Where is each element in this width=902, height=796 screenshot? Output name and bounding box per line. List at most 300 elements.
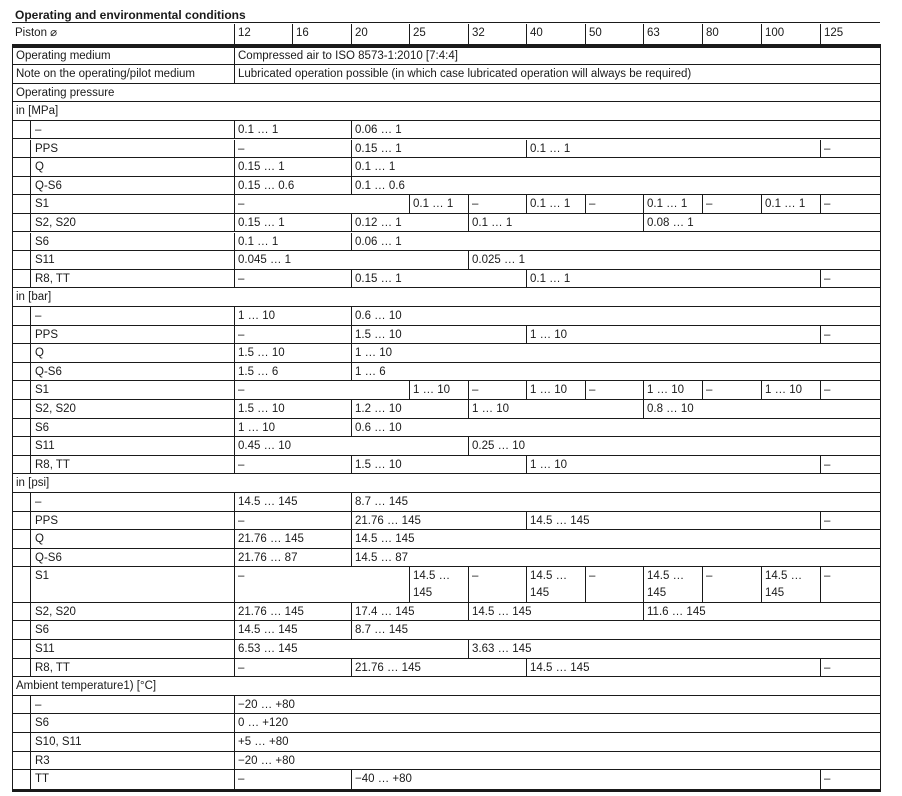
indent-divider [30,363,31,382]
cell-value: 0.08 … 1 [647,216,694,229]
row-divider [12,64,880,65]
cell-divider [702,567,703,603]
variant-label: – [35,309,42,322]
cell-divider [526,512,527,531]
variant-label: S6 [35,235,50,248]
cell-divider [351,344,352,363]
row-divider [12,380,880,381]
label-divider [234,640,235,659]
cell-divider [820,326,821,345]
section-heading: Operating pressure [16,86,115,99]
label-divider [234,419,235,438]
cell-value: 14.5 … [765,570,803,583]
cell-divider [351,456,352,475]
piston-size-20: 20 [355,27,368,39]
cell-value: – [238,661,245,674]
cell-value: – [238,773,245,786]
cell-divider [351,493,352,512]
variant-label: – [35,495,42,508]
cell-value: – [824,514,831,527]
cell-value: 14.5 … 145 [472,605,532,618]
cell-divider [820,195,821,214]
variant-label: Q-S6 [35,179,62,192]
cell-value: 0.1 … 1 [765,198,806,211]
header-column-divider [234,24,235,44]
cell-value: 0 … +120 [238,717,289,730]
row-divider [12,751,880,752]
table-title: Operating and environmental conditions [15,8,246,22]
label-divider [234,177,235,196]
cell-divider [820,770,821,789]
row-divider [12,231,880,232]
indent-divider [30,733,31,752]
row-divider [12,769,880,770]
cell-value: – [706,384,713,397]
cell-divider [820,270,821,289]
indent-divider [30,233,31,252]
label-divider [234,344,235,363]
cell-value: – [238,514,245,527]
indent-divider [30,214,31,233]
label-divider [234,195,235,214]
variant-label: Q-S6 [35,365,62,378]
row-divider [12,101,880,102]
variant-label: – [35,698,42,711]
indent-divider [30,140,31,159]
cell-divider [820,140,821,159]
header-column-divider [526,24,527,44]
cell-value: 1.2 … 10 [355,402,402,415]
variant-label: S6 [35,421,50,434]
cell-value: 1 … 10 [530,458,568,471]
cell-value: 0.06 … 1 [355,235,402,248]
cell-divider [643,603,644,622]
piston-size-16: 16 [296,27,309,39]
cell-value: 1 … 10 [647,384,685,397]
unit-heading: in [MPa] [16,105,59,118]
row-divider [12,269,880,270]
cell-value: – [238,570,245,583]
label-divider [234,233,235,252]
cell-value: 1 … 10 [413,384,451,397]
row-divider [12,250,880,251]
cell-value: 1.5 … 10 [355,458,402,471]
variant-label: S11 [35,254,55,267]
cell-value-continued: 145 [647,587,667,600]
header-column-divider [292,24,293,44]
cell-value: – [238,198,245,211]
cell-value: 11.6 … 145 [647,605,706,618]
indent-divider [30,195,31,214]
row-divider [12,620,880,621]
cell-divider [351,770,352,789]
cell-value: 0.25 … 10 [472,440,526,453]
row-divider [12,194,880,195]
label-divider [234,714,235,733]
piston-size-80: 80 [706,27,719,39]
variant-label: R8, TT [35,272,70,285]
cell-divider [820,567,821,603]
cell-divider [468,567,469,603]
row-divider [12,695,880,696]
cell-divider [585,195,586,214]
row-divider [12,548,880,549]
row-divider [12,343,880,344]
indent-divider [30,659,31,678]
row-divider [12,602,880,603]
row-divider [12,213,880,214]
cell-value: 0.1 … 1 [530,272,571,285]
cell-divider [468,603,469,622]
cell-value: 8.7 … 145 [355,495,409,508]
row-divider [12,418,880,419]
unit-heading: in [bar] [16,291,52,304]
cell-value: 0.06 … 1 [355,123,402,136]
indent-divider [30,121,31,140]
cell-divider [643,381,644,400]
variant-label: R8, TT [35,458,70,471]
indent-divider [30,770,31,789]
variant-label: PPS [35,142,59,155]
cell-value-continued: 145 [765,587,785,600]
cell-value: 1 … 10 [238,309,276,322]
cell-divider [526,195,527,214]
cell-divider [526,381,527,400]
cell-divider [526,456,527,475]
cell-divider [351,214,352,233]
cell-value: 14.5 … 87 [355,551,409,564]
cell-value: 6.53 … 145 [238,643,298,655]
cell-divider [351,233,352,252]
variant-label: S1 [35,384,50,397]
cell-divider [468,381,469,400]
row-divider [12,676,880,677]
cell-value: 1 … 6 [355,365,386,378]
cell-divider [585,381,586,400]
cell-value: 14.5 … [413,570,451,583]
row-divider [12,176,880,177]
table-right-border [880,44,881,791]
cell-divider [761,567,762,603]
label-divider [234,121,235,140]
cell-divider [468,214,469,233]
cell-divider [643,195,644,214]
label-divider [234,158,235,177]
variant-label: S2, S20 [35,605,76,618]
cell-divider [351,549,352,568]
cell-divider [820,381,821,400]
cell-divider [351,530,352,549]
label-divider [234,567,235,603]
header-label: Piston ⌀ [15,27,58,39]
row-divider [12,325,880,326]
label-divider [234,214,235,233]
row-divider [12,566,880,567]
indent-divider [30,714,31,733]
cell-value: 14.5 … [530,570,568,583]
cell-value: 21.76 … 87 [238,551,298,564]
cell-value: 21.76 … 145 [238,533,304,546]
cell-divider [409,567,410,603]
cell-value: 14.5 … 145 [238,495,298,508]
cell-value: – [472,570,479,583]
unit-heading: in [psi] [16,477,50,490]
row-divider [12,455,880,456]
cell-divider [351,621,352,640]
label-divider [234,140,235,159]
cell-divider [468,195,469,214]
cell-divider [702,195,703,214]
cell-value: 21.76 … 145 [355,661,421,674]
cell-value-continued: 145 [530,587,550,600]
cell-value: – [824,142,831,155]
cell-divider [761,381,762,400]
cell-value: 0.6 … 10 [355,309,402,322]
piston-size-125: 125 [824,27,844,39]
indent-divider [30,437,31,456]
label-divider [234,549,235,568]
variant-label: S11 [35,440,55,453]
cell-value: 0.1 … 1 [413,198,454,211]
cell-value: – [824,328,831,341]
label-divider [234,493,235,512]
variant-label: Q [35,161,44,174]
row-divider [12,138,880,139]
cell-divider [351,121,352,140]
cell-value: – [589,570,596,583]
label-divider [234,251,235,270]
indent-divider [30,621,31,640]
cell-value: – [824,661,831,674]
cell-value: 1.5 … 10 [355,328,402,341]
cell-divider [351,659,352,678]
cell-value: 0.15 … 0.6 [238,179,295,192]
cell-value: 0.15 … 1 [238,161,285,174]
cell-value: 0.025 … 1 [472,254,526,267]
cell-divider [643,400,644,419]
row-divider [12,492,880,493]
label-divider [234,381,235,400]
cell-divider [468,640,469,659]
cell-value-continued: 145 [413,587,433,600]
cell-value: 1.5 … 6 [238,365,279,378]
cell-value: 3.63 … 145 [472,643,532,655]
variant-label: S11 [35,643,55,655]
cell-divider [351,326,352,345]
label-divider [234,307,235,326]
table-bottom-rule [12,789,881,792]
label-divider [234,47,235,66]
cell-value: 1.5 … 10 [238,402,285,415]
indent-divider [30,158,31,177]
piston-size-63: 63 [647,27,660,39]
cell-divider [409,195,410,214]
indent-divider [30,640,31,659]
variant-label: S6 [35,624,50,637]
row-value: Lubricated operation possible (in which case lubricated operation will always be required) [238,68,692,81]
cell-value: 14.5 … 145 [238,624,298,637]
cell-divider [351,512,352,531]
cell-value: 14.5 … 145 [530,514,590,527]
cell-value: 1 … 10 [530,384,568,397]
cell-value: 14.5 … 145 [530,661,590,674]
cell-value: – [824,570,831,583]
piston-size-100: 100 [765,27,785,39]
cell-value: – [706,198,713,211]
row-label: Note on the operating/pilot medium [16,68,195,81]
row-value: Compressed air to ISO 8573-1:2010 [7:4:4] [238,49,458,62]
cell-value: 1 … 10 [355,347,393,360]
header-column-divider [351,24,352,44]
cell-divider [351,603,352,622]
cell-value: 0.1 … 1 [647,198,688,211]
cell-value: −40 … +80 [355,773,412,786]
piston-size-12: 12 [238,27,251,39]
variant-label: S10, S11 [35,736,82,748]
row-divider [12,732,880,733]
variant-label: S1 [35,198,50,211]
indent-divider [30,344,31,363]
cell-value: 8.7 … 145 [355,624,409,637]
unit-heading: Ambient temperature1) [°C] [16,680,157,693]
cell-value: 17.4 … 145 [355,605,415,618]
row-divider [12,473,880,474]
label-divider [234,621,235,640]
label-divider [234,400,235,419]
cell-divider [468,437,469,456]
cell-value: 0.1 … 1 [472,216,513,229]
cell-divider [526,567,527,603]
label-divider [234,752,235,771]
cell-value: 0.15 … 1 [355,272,402,285]
header-column-divider [820,24,821,44]
indent-divider [30,381,31,400]
variant-label: S2, S20 [35,402,76,415]
label-divider [234,696,235,715]
variant-label: TT [35,773,50,786]
indent-divider [30,419,31,438]
variant-label: PPS [35,514,59,527]
label-divider [234,603,235,622]
cell-value: 1 … 10 [238,421,276,434]
cell-value: 0.1 … 0.6 [355,179,405,192]
piston-size-50: 50 [589,27,602,39]
row-divider [12,713,880,714]
indent-divider [30,567,31,603]
cell-divider [526,140,527,159]
cell-value: 21.76 … 145 [238,605,304,618]
variant-label: Q [35,533,44,546]
cell-value: 1.5 … 10 [238,347,285,360]
cell-value: – [589,384,596,397]
indent-divider [30,512,31,531]
indent-divider [30,752,31,771]
label-divider [234,530,235,549]
cell-value: 0.045 … 1 [238,254,292,267]
cell-divider [351,270,352,289]
title-rule [12,22,880,23]
cell-value: 0.15 … 1 [238,216,285,229]
cell-divider [702,381,703,400]
variant-label: R3 [35,754,50,767]
label-divider [234,326,235,345]
cell-divider [820,456,821,475]
cell-value: – [824,272,831,285]
label-divider [234,770,235,789]
piston-size-32: 32 [472,27,485,39]
cell-value: 0.8 … 10 [647,402,694,415]
cell-divider [351,177,352,196]
row-divider [12,511,880,512]
cell-value: – [824,198,831,211]
cell-divider [351,158,352,177]
cell-divider [820,659,821,678]
cell-value: 0.6 … 10 [355,421,402,434]
indent-divider [30,549,31,568]
row-divider [12,658,880,659]
header-column-divider [409,24,410,44]
cell-value: – [824,773,831,786]
label-divider [234,437,235,456]
cell-divider [409,381,410,400]
cell-divider [761,195,762,214]
indent-divider [30,270,31,289]
cell-value: +5 … +80 [238,736,289,748]
indent-divider [30,251,31,270]
variant-label: S1 [35,570,50,583]
variant-label: Q-S6 [35,551,62,564]
cell-value: – [824,384,831,397]
label-divider [234,512,235,531]
piston-size-40: 40 [530,27,543,39]
variant-label: PPS [35,328,59,341]
cell-divider [643,214,644,233]
row-divider [12,306,880,307]
row-divider [12,399,880,400]
variant-label: S2, S20 [35,216,76,229]
cell-divider [526,326,527,345]
row-divider [12,287,880,288]
cell-value: – [824,458,831,471]
indent-divider [30,307,31,326]
cell-value: 0.45 … 10 [238,440,292,453]
cell-divider [526,659,527,678]
cell-divider [585,567,586,603]
cell-value: −20 … +80 [238,698,295,711]
label-divider [234,456,235,475]
variant-label: Q [35,347,44,360]
cell-divider [526,270,527,289]
cell-value: – [589,198,596,211]
header-column-divider [702,24,703,44]
label-divider [234,659,235,678]
indent-divider [30,177,31,196]
row-divider [12,83,880,84]
variant-label: R8, TT [35,661,70,674]
variant-label: S6 [35,717,50,730]
row-divider [12,362,880,363]
cell-value: 0.1 … 1 [355,161,396,174]
cell-value: 1 … 10 [530,328,568,341]
cell-value: – [238,328,245,341]
cell-divider [351,419,352,438]
cell-value: 1 … 10 [472,402,510,415]
header-rule [12,44,880,48]
cell-value: 21.76 … 145 [355,514,421,527]
indent-divider [30,603,31,622]
row-divider [12,120,880,121]
variant-label: – [35,123,42,136]
